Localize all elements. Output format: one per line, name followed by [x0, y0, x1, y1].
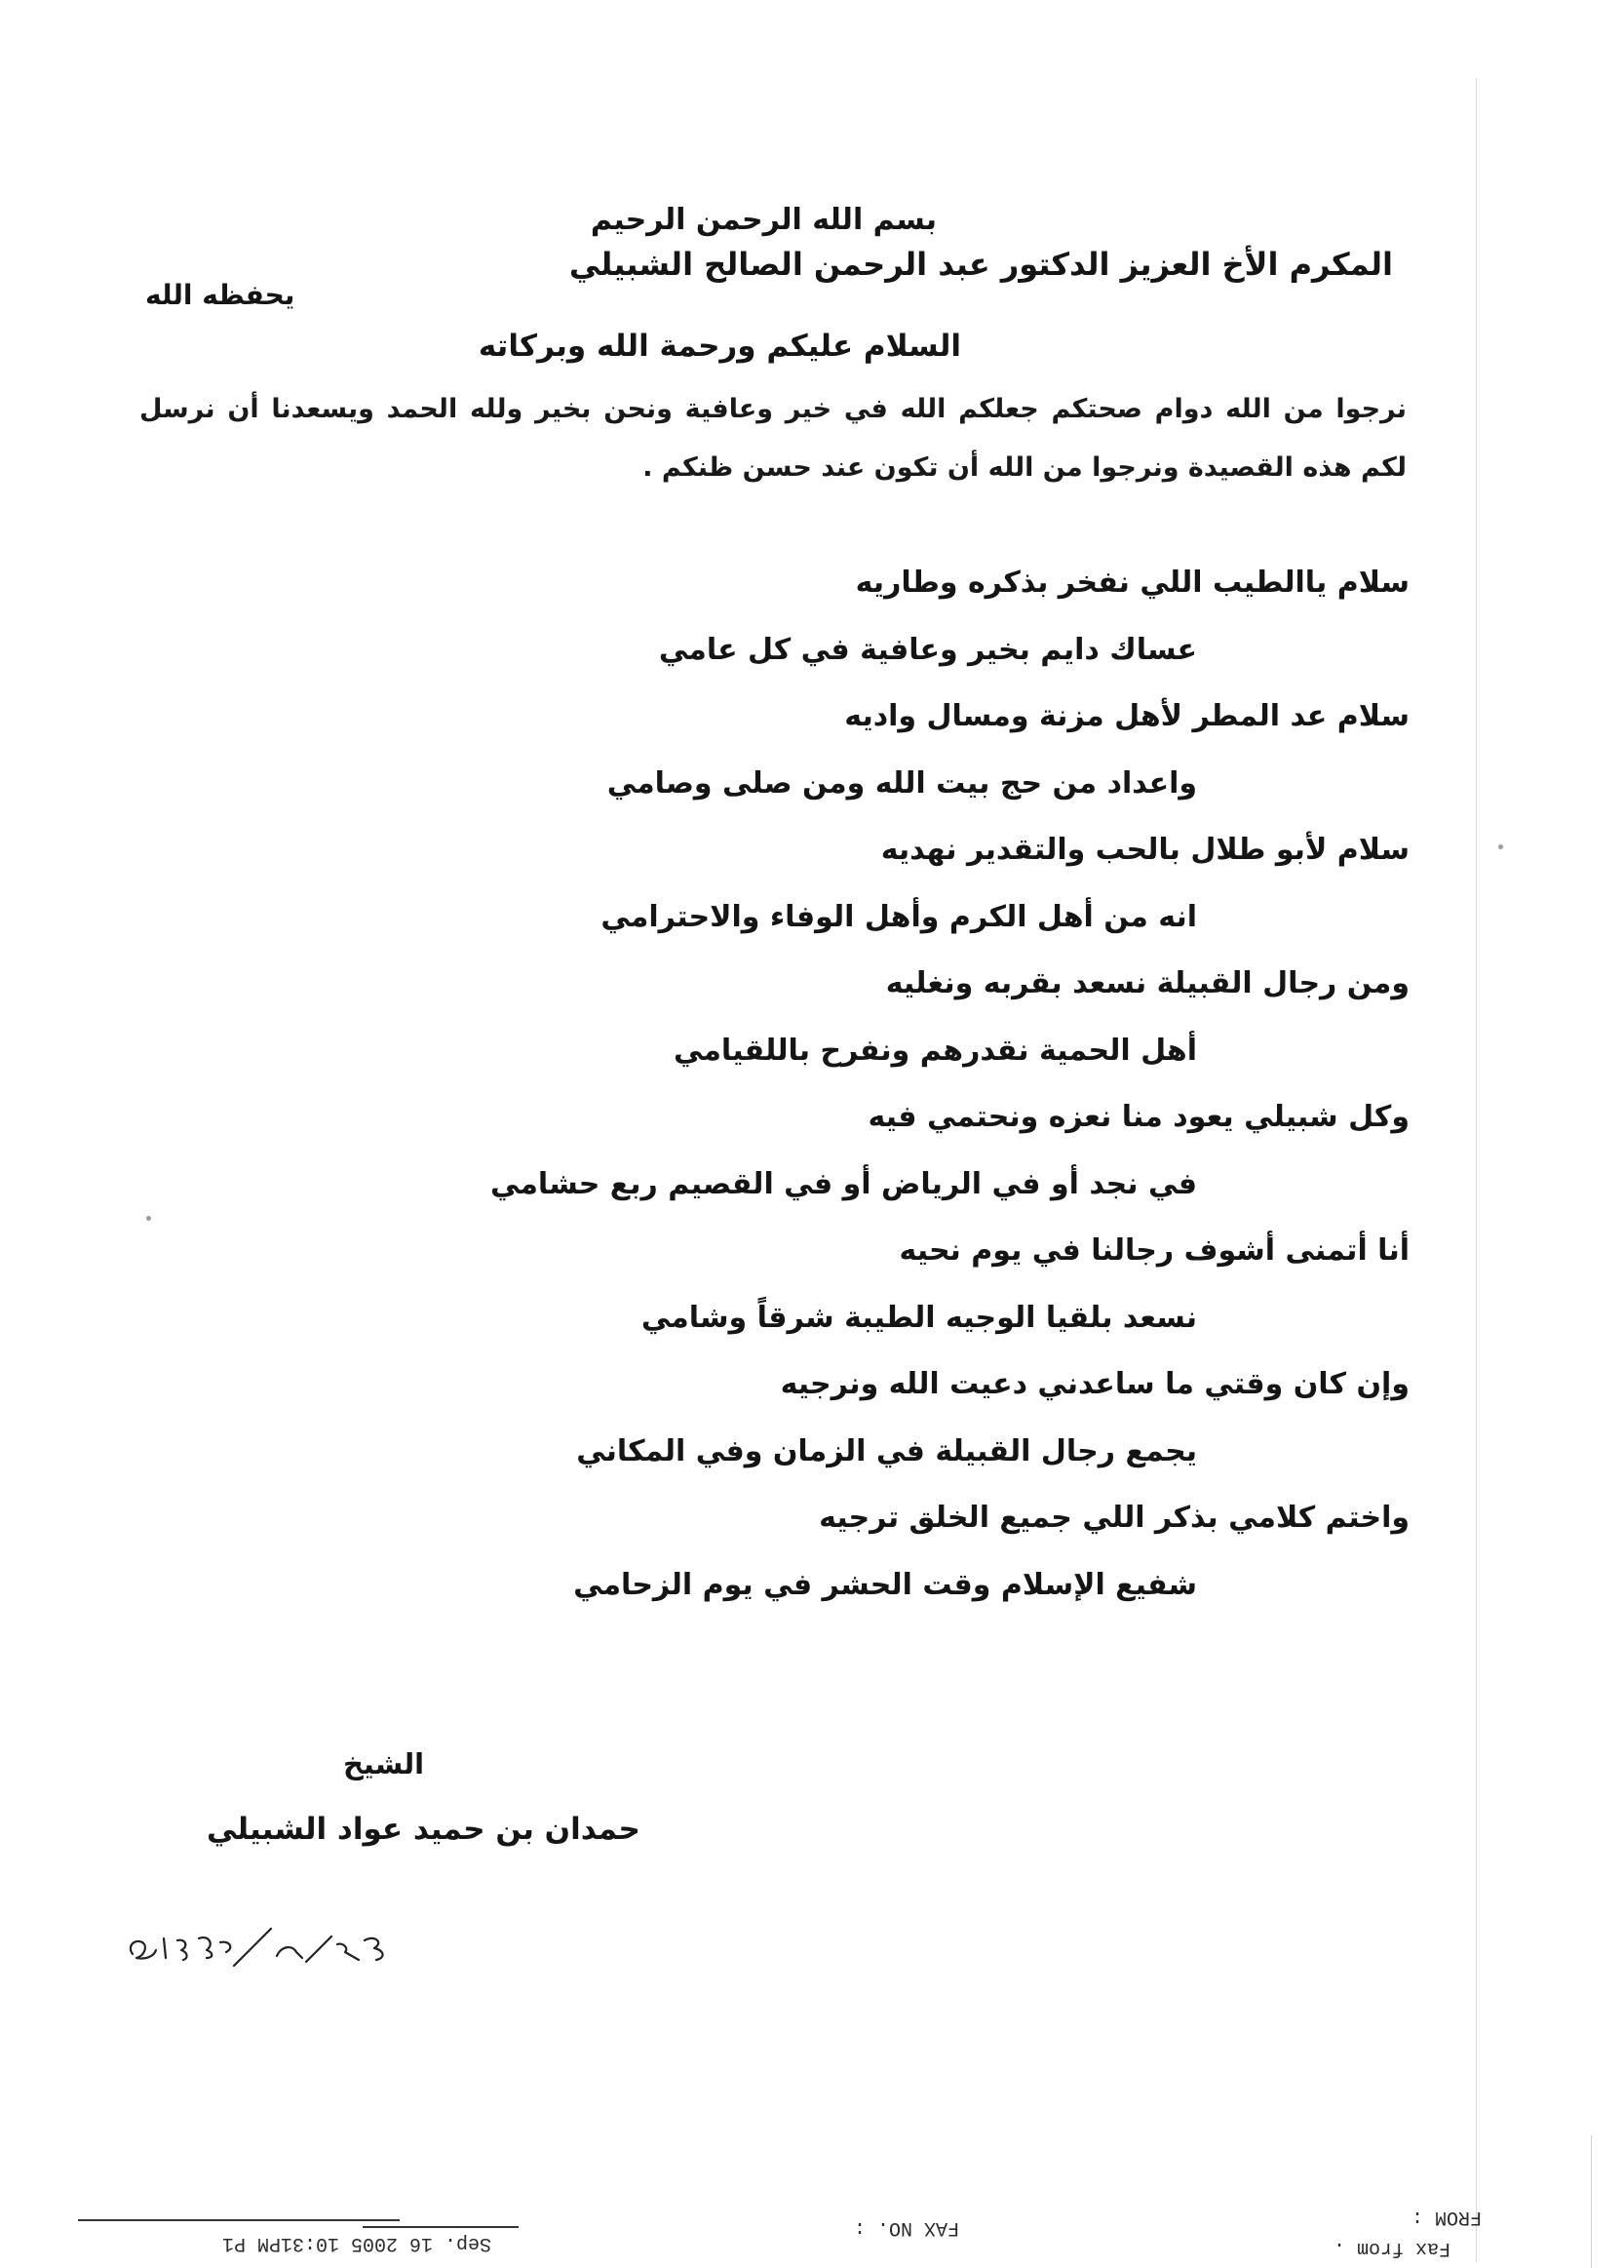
scan-speck — [146, 1216, 151, 1221]
poem-line: سلام عد المطر لأهل مزنة ومسال واديه — [844, 699, 1410, 733]
poem-line: وكل شبيلي يعود منا نعزه ونحتمي فيه — [868, 1100, 1410, 1134]
poem-line: شفيع الإسلام وقت الحشر في يوم الزحامي — [573, 1567, 1197, 1602]
fax-date-stamp: Sep. 16 2005 10:31PM P1 — [222, 2232, 492, 2254]
fax-from-value: Fax from . — [1334, 2237, 1451, 2259]
poem-line: أهل الحمية نقدرهم ونفرح باللقيامي — [674, 1033, 1197, 1068]
fax-number-label: FAX NO. : — [854, 2216, 960, 2239]
scan-edge-line — [1591, 2135, 1592, 2268]
poem-body — [240, 568, 1410, 1637]
poem-line: سلام ياالطيب اللي نفخر بذكره وطاريه — [855, 566, 1410, 600]
poem-line: أنا أتمنى أشوف رجالنا في يوم نحيه — [899, 1233, 1410, 1268]
scan-speck — [1498, 844, 1503, 849]
fax-header-rule — [363, 2226, 519, 2228]
poem-line: واختم كلامي بذكر اللي جميع الخلق ترجيه — [819, 1501, 1410, 1535]
signature-name: حمدان بن حميد عواد الشبيلي — [207, 1812, 640, 1847]
poem-line: وإن كان وقتي ما ساعدني دعيت الله ونرجيه — [780, 1367, 1410, 1401]
poem-line: واعداد من حج بيت الله ومن صلى وصامي — [606, 765, 1197, 801]
poem-line: سلام لأبو طلال بالحب والتقدير نهديه — [880, 833, 1410, 867]
fax-from-label: FROM : — [1411, 2206, 1483, 2228]
poem-line: في نجد أو في الرياض أو في القصيم ربع حشامي — [490, 1166, 1197, 1201]
intro-paragraph: نرجوا من الله دوام صحتكم جعلكم الله في خير وعافية ونحن بخير ولله الحمد ويسعدنا أن نرسل لكم هذه القصيدة ونرجوا من الله أن تكون عند حسن ظنكم . — [139, 394, 1407, 483]
fax-header-rule — [78, 2219, 400, 2221]
addressee-line: المكرم الأخ العزيز الدكتور عبد الرحمن الصالح الشبيلي — [568, 246, 1393, 283]
poem-line: يجمع رجال القبيلة في الزمان وفي المكاني — [576, 1433, 1197, 1468]
scan-edge-line — [1476, 78, 1477, 2262]
honorific-note: يحفظه الله — [145, 279, 295, 311]
poem-line: نسعد بلقيا الوجيه الطيبة شرقاً وشامي — [640, 1300, 1197, 1335]
poem-line: انه من أهل الكرم وأهل الوفاء والاحترامي — [600, 899, 1197, 934]
poem-line: ومن رجال القبيلة نسعد بقربه ونغليه — [885, 966, 1410, 1000]
signature-title: الشيخ — [343, 1747, 425, 1780]
bismillah-heading: بسم الله الرحمن الرحيم — [590, 203, 937, 237]
poem-line: عساك دايم بخير وعافية في كل عامي — [658, 632, 1197, 667]
salutation-line: السلام عليكم ورحمة الله وبركاته — [478, 329, 961, 364]
handwritten-date — [125, 1917, 398, 1975]
